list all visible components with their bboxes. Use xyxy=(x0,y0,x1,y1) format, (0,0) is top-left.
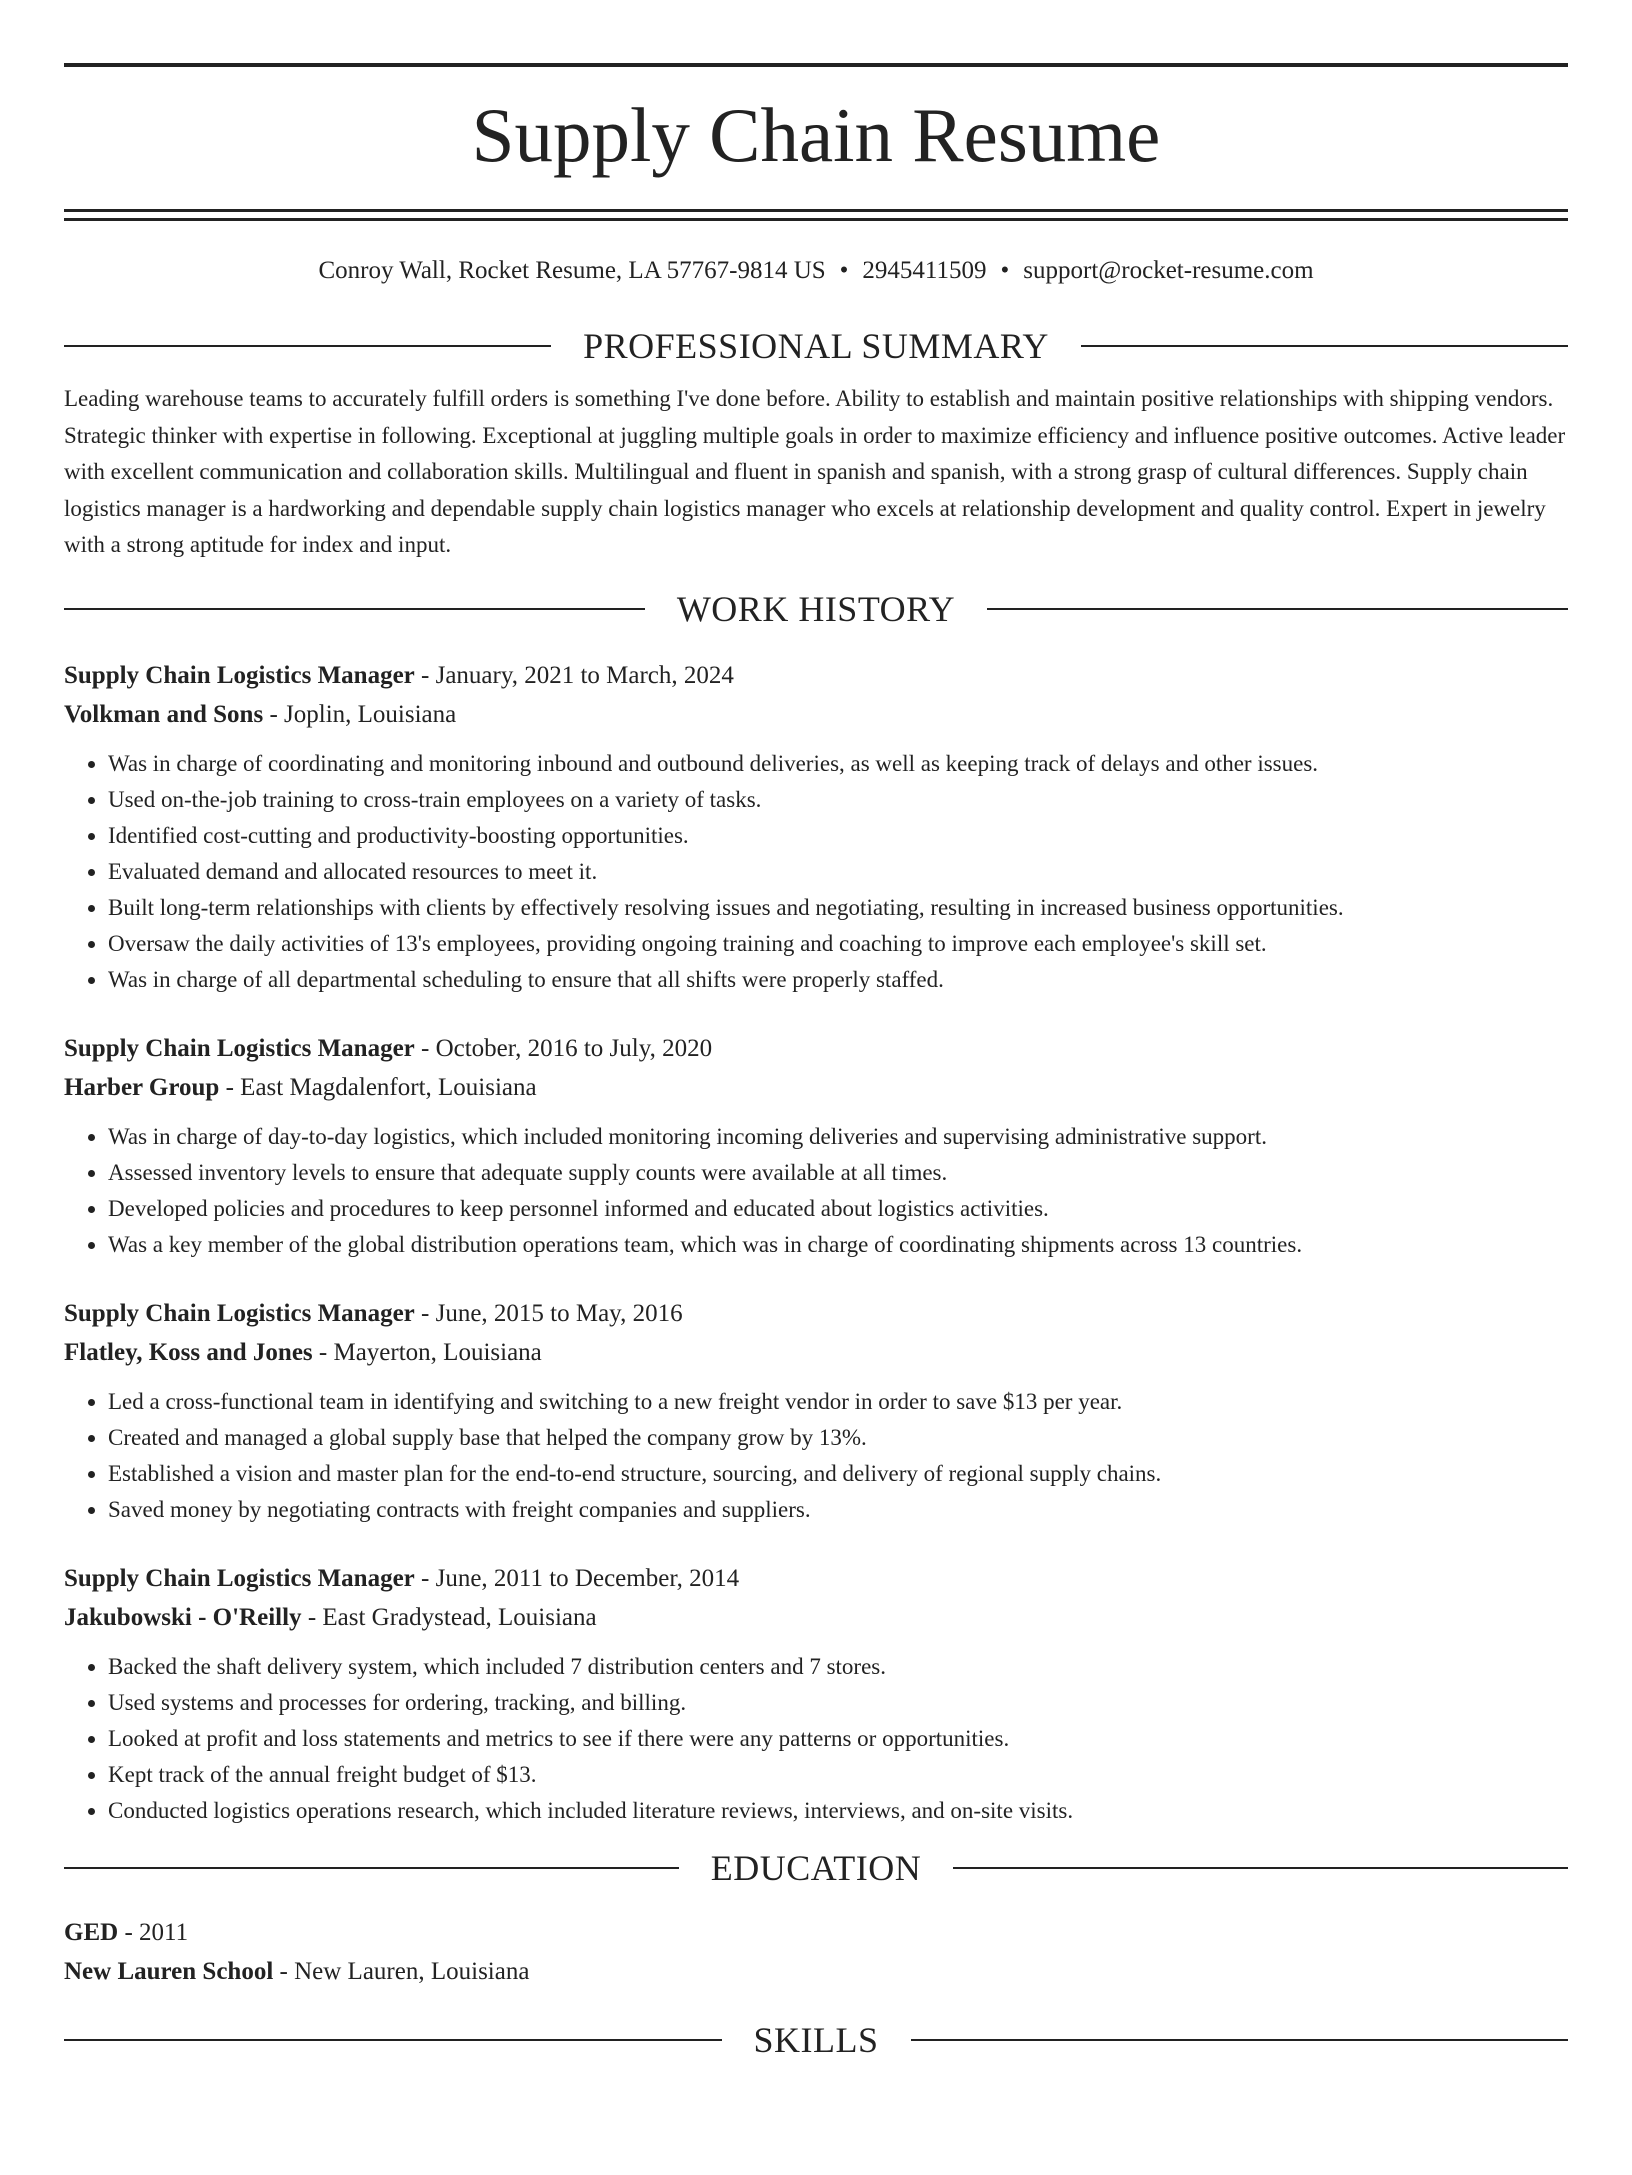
heading-rule-right xyxy=(953,1867,1568,1869)
contact-line xyxy=(64,253,1568,289)
job-company-line xyxy=(64,695,1568,734)
job-entry xyxy=(64,1294,1568,1528)
section-heading-education xyxy=(64,1839,1568,1897)
education-degree-line xyxy=(64,1913,1568,1952)
job-entry xyxy=(64,656,1568,998)
heading-rule-left xyxy=(64,1867,679,1869)
job-title-line xyxy=(64,1559,1568,1598)
job-bullet: • Was a key member of the global distribution operations team, which was in charge of coordinating shipments across 13 countries. xyxy=(108,1227,1568,1263)
job-location: - Mayerton, Louisiana xyxy=(312,1338,542,1366)
heading-rule-right xyxy=(987,608,1568,610)
education-year: - 2011 xyxy=(118,1918,189,1946)
job-bullet: • Conducted logistics operations research, which included literature reviews, interviews, and on-site visits. xyxy=(108,1793,1568,1829)
education-school: New Lauren School xyxy=(64,1957,274,1985)
job-dates: - June, 2011 to December, 2014 xyxy=(414,1564,740,1592)
job-bullet: • Was in charge of day-to-day logistics, which included monitoring incoming deliveries and supervising administrative support. xyxy=(108,1119,1568,1155)
job-bullets xyxy=(64,746,1568,998)
job-title-line xyxy=(64,1294,1568,1333)
job-title: Supply Chain Logistics Manager xyxy=(64,1299,415,1327)
job-bullet: • Looked at profit and loss statements and metrics to see if there were any patterns or opportunities. xyxy=(108,1721,1568,1757)
education-location: - New Lauren, Louisiana xyxy=(273,1957,530,1985)
section-title-skills: SKILLS xyxy=(753,2019,879,2060)
job-bullet: • Evaluated demand and allocated resources to meet it. xyxy=(108,854,1568,890)
work-history-list xyxy=(64,656,1568,1829)
section-title-education: EDUCATION xyxy=(710,1847,922,1888)
contact-email: support@rocket-resume.com xyxy=(1023,257,1314,284)
section-heading-summary xyxy=(64,317,1568,375)
education-school-line xyxy=(64,1952,1568,1991)
contact-phone: 2945411509 xyxy=(862,257,987,284)
job-bullet: • Oversaw the daily activities of 13's employees, providing ongoing training and coaching to improve each employee's skill set. xyxy=(108,926,1568,962)
job-bullets xyxy=(64,1384,1568,1528)
heading-rule-left xyxy=(64,2039,722,2041)
job-title: Supply Chain Logistics Manager xyxy=(64,661,415,689)
job-bullet: • Used systems and processes for ordering, tracking, and billing. xyxy=(108,1685,1568,1721)
job-location: - East Magdalenfort, Louisiana xyxy=(219,1073,537,1101)
job-bullet: • Backed the shaft delivery system, which included 7 distribution centers and 7 stores. xyxy=(108,1649,1568,1685)
job-title: Supply Chain Logistics Manager xyxy=(64,1034,415,1062)
heading-rule-left xyxy=(64,345,551,347)
section-title-work: WORK HISTORY xyxy=(676,588,956,629)
job-bullet: • Developed policies and procedures to keep personnel informed and educated about logistics activities. xyxy=(108,1191,1568,1227)
contact-address: Conroy Wall, Rocket Resume, LA 57767-9814 US xyxy=(318,257,826,284)
job-bullet: • Built long-term relationships with clients by effectively resolving issues and negotiating, resulting in increased business opportunities. xyxy=(108,890,1568,926)
job-location: - Joplin, Louisiana xyxy=(263,700,457,728)
job-bullet: • Identified cost-cutting and productivity-boosting opportunities. xyxy=(108,818,1568,854)
job-bullets xyxy=(64,1649,1568,1829)
job-company: Flatley, Koss and Jones xyxy=(64,1338,313,1366)
job-bullet: • Led a cross-functional team in identifying and switching to a new freight vendor in order to save $13 per year. xyxy=(108,1384,1568,1420)
contact-separator: • xyxy=(1000,257,1010,284)
job-title-line xyxy=(64,656,1568,695)
job-bullets xyxy=(64,1119,1568,1263)
heading-rule-right xyxy=(1081,345,1568,347)
job-company: Harber Group xyxy=(64,1073,220,1101)
top-rule xyxy=(64,63,1568,67)
job-bullet: • Created and managed a global supply base that helped the company grow by 13%. xyxy=(108,1420,1568,1456)
job-bullet: • Assessed inventory levels to ensure that adequate supply counts were available at all times. xyxy=(108,1155,1568,1191)
title-double-rule xyxy=(64,209,1568,221)
section-heading-work xyxy=(64,580,1568,638)
education-degree: GED xyxy=(64,1918,119,1946)
job-title: Supply Chain Logistics Manager xyxy=(64,1564,415,1592)
job-entry xyxy=(64,1559,1568,1829)
job-dates: - June, 2015 to May, 2016 xyxy=(414,1299,683,1327)
job-dates: - October, 2016 to July, 2020 xyxy=(414,1034,713,1062)
job-bullet: • Established a vision and master plan for the end-to-end structure, sourcing, and delivery of regional supply chains. xyxy=(108,1456,1568,1492)
job-bullet: • Used on-the-job training to cross-train employees on a variety of tasks. xyxy=(108,782,1568,818)
contact-separator: • xyxy=(839,257,849,284)
job-company: Jakubowski - O'Reilly xyxy=(64,1603,302,1631)
job-entry xyxy=(64,1029,1568,1263)
resume-page xyxy=(0,63,1632,2175)
job-company-line xyxy=(64,1598,1568,1637)
job-company: Volkman and Sons xyxy=(64,700,264,728)
job-bullet: • Was in charge of coordinating and monitoring inbound and outbound deliveries, as well as keeping track of delays and other issues. xyxy=(108,746,1568,782)
heading-rule-right xyxy=(911,2039,1569,2041)
resume-title: Supply Chain Resume xyxy=(471,92,1161,178)
section-heading-skills xyxy=(64,2011,1568,2069)
job-bullet: • Saved money by negotiating contracts with freight companies and suppliers. xyxy=(108,1492,1568,1528)
job-company-line xyxy=(64,1333,1568,1372)
job-bullet: • Was in charge of all departmental scheduling to ensure that all shifts were properly staffed. xyxy=(108,962,1568,998)
education-entry xyxy=(64,1913,1568,1991)
job-title-line xyxy=(64,1029,1568,1068)
job-bullet: • Kept track of the annual freight budget of $13. xyxy=(108,1757,1568,1793)
summary-text: Leading warehouse teams to accurately fulfill orders is something I've done before. Ability to establish and maintain positive relationships with shipping vendors. Strategic thinker with expertise in following. Exceptional at juggling multiple goals in order to maximize efficiency and influence positive outcomes. Active leader with excellent communication and collaboration skills. Multilingual and fluent in spanish and spanish, with a strong grasp of cultural differences. Supply chain logistics manager is a hardworking and dependable supply chain logistics manager who excels at relationship development and quality control. Expert in jewelry with a strong aptitude for index and input. xyxy=(64,386,1566,557)
heading-rule-left xyxy=(64,608,645,610)
section-title-summary: PROFESSIONAL SUMMARY xyxy=(583,326,1049,366)
job-dates: - January, 2021 to March, 2024 xyxy=(414,661,734,689)
job-company-line xyxy=(64,1068,1568,1107)
job-location: - East Gradystead, Louisiana xyxy=(301,1603,597,1631)
